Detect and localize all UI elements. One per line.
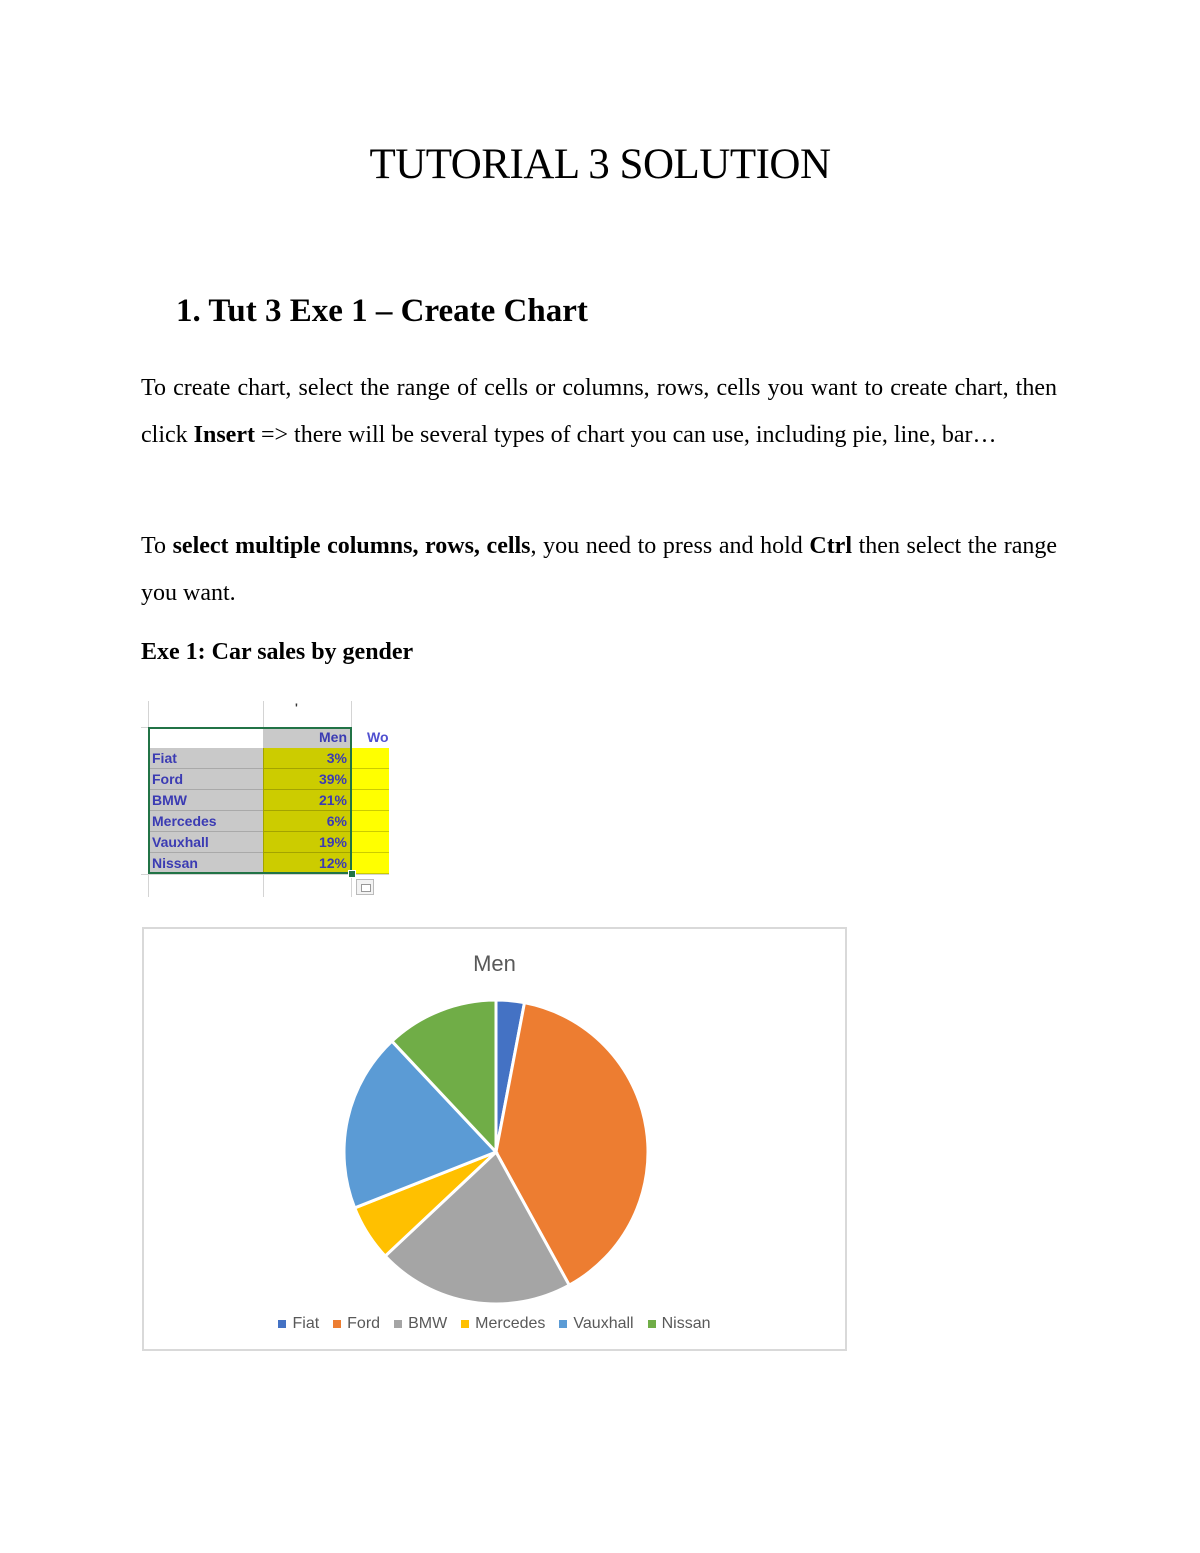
legend-item[interactable] <box>461 1315 545 1333</box>
row-label-cell[interactable]: Nissan <box>148 853 263 874</box>
legend-swatch <box>559 1320 567 1328</box>
paragraph-create-chart <box>141 365 1057 459</box>
paragraph-text: To <box>141 533 173 559</box>
chart-title: Men <box>473 951 516 976</box>
women-value-cell[interactable] <box>351 790 389 811</box>
legend-swatch <box>278 1320 286 1328</box>
row-value-cell[interactable]: 19% <box>263 832 351 853</box>
legend-item[interactable] <box>278 1315 319 1333</box>
legend-item[interactable] <box>394 1315 447 1333</box>
row-value-cell[interactable]: 12% <box>263 853 351 874</box>
ctrl-keyword: Ctrl <box>809 533 853 559</box>
row-value-cell[interactable]: 39% <box>263 769 351 790</box>
row-value-cell[interactable]: 6% <box>263 811 351 832</box>
legend-label: Mercedes <box>475 1315 546 1332</box>
insert-keyword: Insert <box>193 422 255 448</box>
paragraph-text: To create chart, select the range of cells or columns, rows, cells you want to create chart, then click <box>141 375 1057 448</box>
women-value-cell[interactable] <box>351 853 389 874</box>
legend-label: Vauxhall <box>573 1315 634 1332</box>
legend-label: Nissan <box>661 1315 711 1332</box>
row-value-cell[interactable]: 21% <box>263 790 351 811</box>
header-women-cell[interactable]: Wo <box>351 727 389 748</box>
chart-legend <box>144 1315 845 1333</box>
pie-plot <box>144 929 845 1349</box>
legend-swatch <box>461 1320 469 1328</box>
legend-item[interactable] <box>333 1315 380 1333</box>
women-value-cell[interactable] <box>351 811 389 832</box>
paragraph-text: , you need to press and hold <box>530 533 810 559</box>
spreadsheet-snippet <box>141 701 389 897</box>
legend-swatch <box>648 1320 656 1328</box>
select-multiple-keyword: select multiple columns, rows, cells <box>172 533 531 559</box>
legend-label: Fiat <box>292 1315 320 1332</box>
row-label-cell[interactable]: Ford <box>148 769 263 790</box>
legend-label: Ford <box>347 1315 381 1332</box>
legend-swatch <box>394 1320 402 1328</box>
paragraph-text: => there will be several types of chart you can use, including pie, line, bar… <box>254 422 997 448</box>
document-title: TUTORIAL 3 SOLUTION <box>369 141 831 188</box>
legend-label: BMW <box>408 1315 448 1332</box>
cell-fragment: ' <box>295 701 298 715</box>
row-label-cell[interactable]: Fiat <box>148 748 263 769</box>
fill-handle[interactable] <box>348 870 356 878</box>
row-value-cell[interactable]: 3% <box>263 748 351 769</box>
row-label-cell[interactable]: BMW <box>148 790 263 811</box>
legend-item[interactable] <box>648 1315 711 1333</box>
paragraph-select-multiple <box>141 523 1057 617</box>
row-label-cell[interactable]: Mercedes <box>148 811 263 832</box>
selection-border <box>148 727 352 874</box>
row-label-cell[interactable]: Vauxhall <box>148 832 263 853</box>
women-value-cell[interactable] <box>351 832 389 853</box>
women-value-cell[interactable] <box>351 769 389 790</box>
women-value-cell[interactable] <box>351 748 389 769</box>
header-men-cell[interactable]: Men <box>263 727 351 748</box>
legend-swatch <box>333 1320 341 1328</box>
pie-chart[interactable] <box>142 927 847 1351</box>
section-heading: 1. Tut 3 Exe 1 – Create Chart <box>176 293 588 329</box>
quick-analysis-icon[interactable] <box>356 879 374 895</box>
legend-item[interactable] <box>559 1315 633 1333</box>
paragraph-text: then select the range you want. <box>141 533 1057 606</box>
exercise-heading: Exe 1: Car sales by gender <box>141 639 414 665</box>
